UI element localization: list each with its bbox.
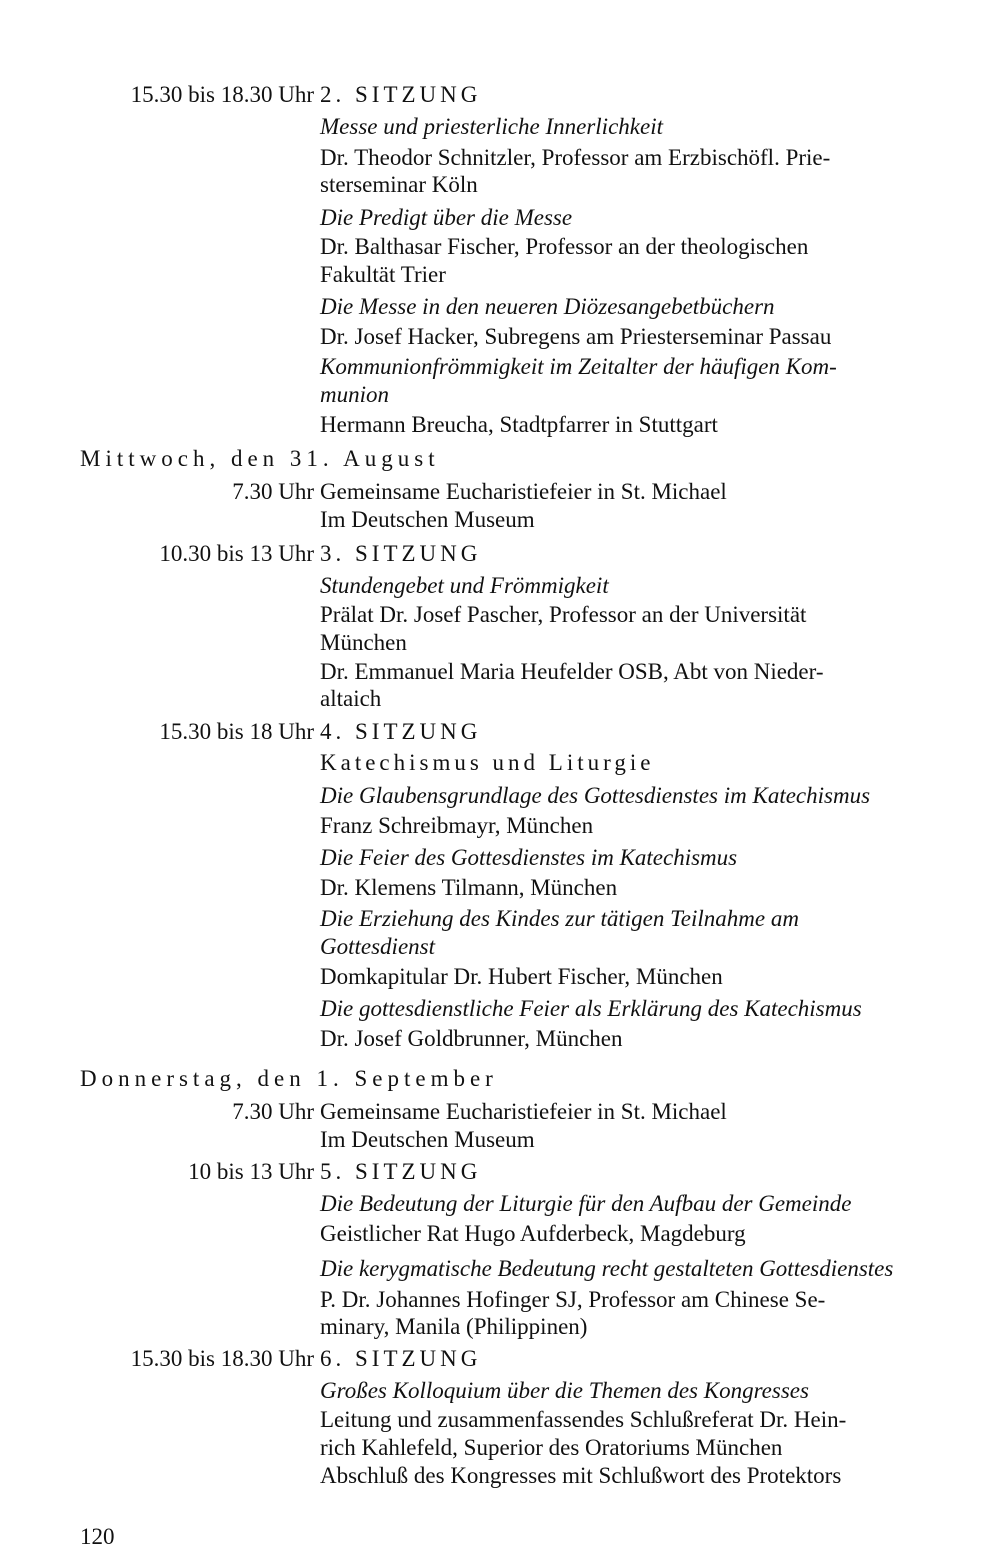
lecture-title: Messe und priesterliche Innerlichkeit <box>320 114 663 139</box>
lecture-title: Gottesdienst <box>320 934 435 959</box>
lecture-title: Großes Kolloquium über die Themen des Kongresses <box>320 1378 809 1403</box>
day-heading-text: Mittwoch, den 31. August <box>80 446 440 471</box>
speaker-text: minary, Manila (Philippinen) <box>320 1314 588 1339</box>
lecture-title: Die Erziehung des Kindes zur tätigen Teilnahme am <box>320 906 799 931</box>
lecture-title: Kommunionfrömmigkeit im Zeitalter der häufigen Kom- <box>320 354 837 379</box>
session-title: 4. SITZUNG <box>320 719 482 744</box>
speaker-text: P. Dr. Johannes Hofinger SJ, Professor am Chinese Se- <box>320 1287 826 1312</box>
lecture-title: Die Messe in den neueren Diözesangebetbüchern <box>320 294 775 319</box>
theme-heading: Katechismus und Liturgie <box>320 750 655 775</box>
session-title: 3. SITZUNG <box>320 541 482 566</box>
speaker-text: Geistlicher Rat Hugo Aufderbeck, Magdeburg <box>320 1221 746 1246</box>
lecture-title: Stundengebet und Frömmigkeit <box>320 573 609 598</box>
time-label: 10 bis 13 Uhr <box>188 1159 314 1184</box>
speaker-text: Leitung und zusammenfassendes Schlußreferat Dr. Hein- <box>320 1407 847 1432</box>
lecture-title: Die kerygmatische Bedeutung recht gestalteten Gottesdienstes <box>320 1256 894 1281</box>
time-label: 15.30 bis 18.30 Uhr <box>130 82 314 107</box>
time-label: 7.30 Uhr <box>232 1099 314 1124</box>
speaker-text: Abschluß des Kongresses mit Schlußwort des Protektors <box>320 1463 842 1488</box>
speaker-text: München <box>320 630 407 655</box>
speaker-text: Dr. Theodor Schnitzler, Professor am Erzbischöfl. Prie- <box>320 145 831 170</box>
speaker-text: Gemeinsame Eucharistiefeier in St. Michael <box>320 479 727 504</box>
speaker-text: Domkapitular Dr. Hubert Fischer, München <box>320 964 723 989</box>
speaker-text: Gemeinsame Eucharistiefeier in St. Michael <box>320 1099 727 1124</box>
speaker-text: Dr. Josef Hacker, Subregens am Priesterseminar Passau <box>320 324 832 349</box>
speaker-text: Fakultät Trier <box>320 262 446 287</box>
speaker-text: sterseminar Köln <box>320 172 478 197</box>
session-title: 5. SITZUNG <box>320 1159 482 1184</box>
time-label: 10.30 bis 13 Uhr <box>159 541 314 566</box>
lecture-title: Die Feier des Gottesdienstes im Katechismus <box>320 845 738 870</box>
lecture-title: munion <box>320 382 389 407</box>
time-label: 15.30 bis 18.30 Uhr <box>130 1346 314 1371</box>
speaker-text: Dr. Balthasar Fischer, Professor an der theologischen <box>320 234 809 259</box>
day-heading-text: Donnerstag, den 1. September <box>80 1066 498 1091</box>
speaker-text: altaich <box>320 686 382 711</box>
speaker-text: Prälat Dr. Josef Pascher, Professor an der Universität <box>320 602 807 627</box>
speaker-text: Im Deutschen Museum <box>320 507 535 532</box>
time-label: 15.30 bis 18 Uhr <box>159 719 314 744</box>
speaker-text: Hermann Breucha, Stadtpfarrer in Stuttgart <box>320 412 718 437</box>
lecture-title: Die gottesdienstliche Feier als Erklärung des Katechismus <box>320 996 862 1021</box>
speaker-text: rich Kahlefeld, Superior des Oratoriums München <box>320 1435 783 1460</box>
lecture-title: Die Bedeutung der Liturgie für den Aufbau der Gemeinde <box>320 1191 852 1216</box>
time-label: 7.30 Uhr <box>232 479 314 504</box>
speaker-text: Franz Schreibmayr, München <box>320 813 594 838</box>
session-title: 6. SITZUNG <box>320 1346 482 1371</box>
session-title: 2. SITZUNG <box>320 82 482 107</box>
speaker-text: Im Deutschen Museum <box>320 1127 535 1152</box>
lecture-title: Die Glaubensgrundlage des Gottesdienstes im Katechismus <box>320 783 871 808</box>
speaker-text: Dr. Josef Goldbrunner, München <box>320 1026 623 1051</box>
speaker-text: Dr. Klemens Tilmann, München <box>320 875 618 900</box>
speaker-text: Dr. Emmanuel Maria Heufelder OSB, Abt von Nieder- <box>320 659 824 684</box>
lecture-title: Die Predigt über die Messe <box>320 205 573 230</box>
page-number: 120 <box>80 1524 115 1549</box>
